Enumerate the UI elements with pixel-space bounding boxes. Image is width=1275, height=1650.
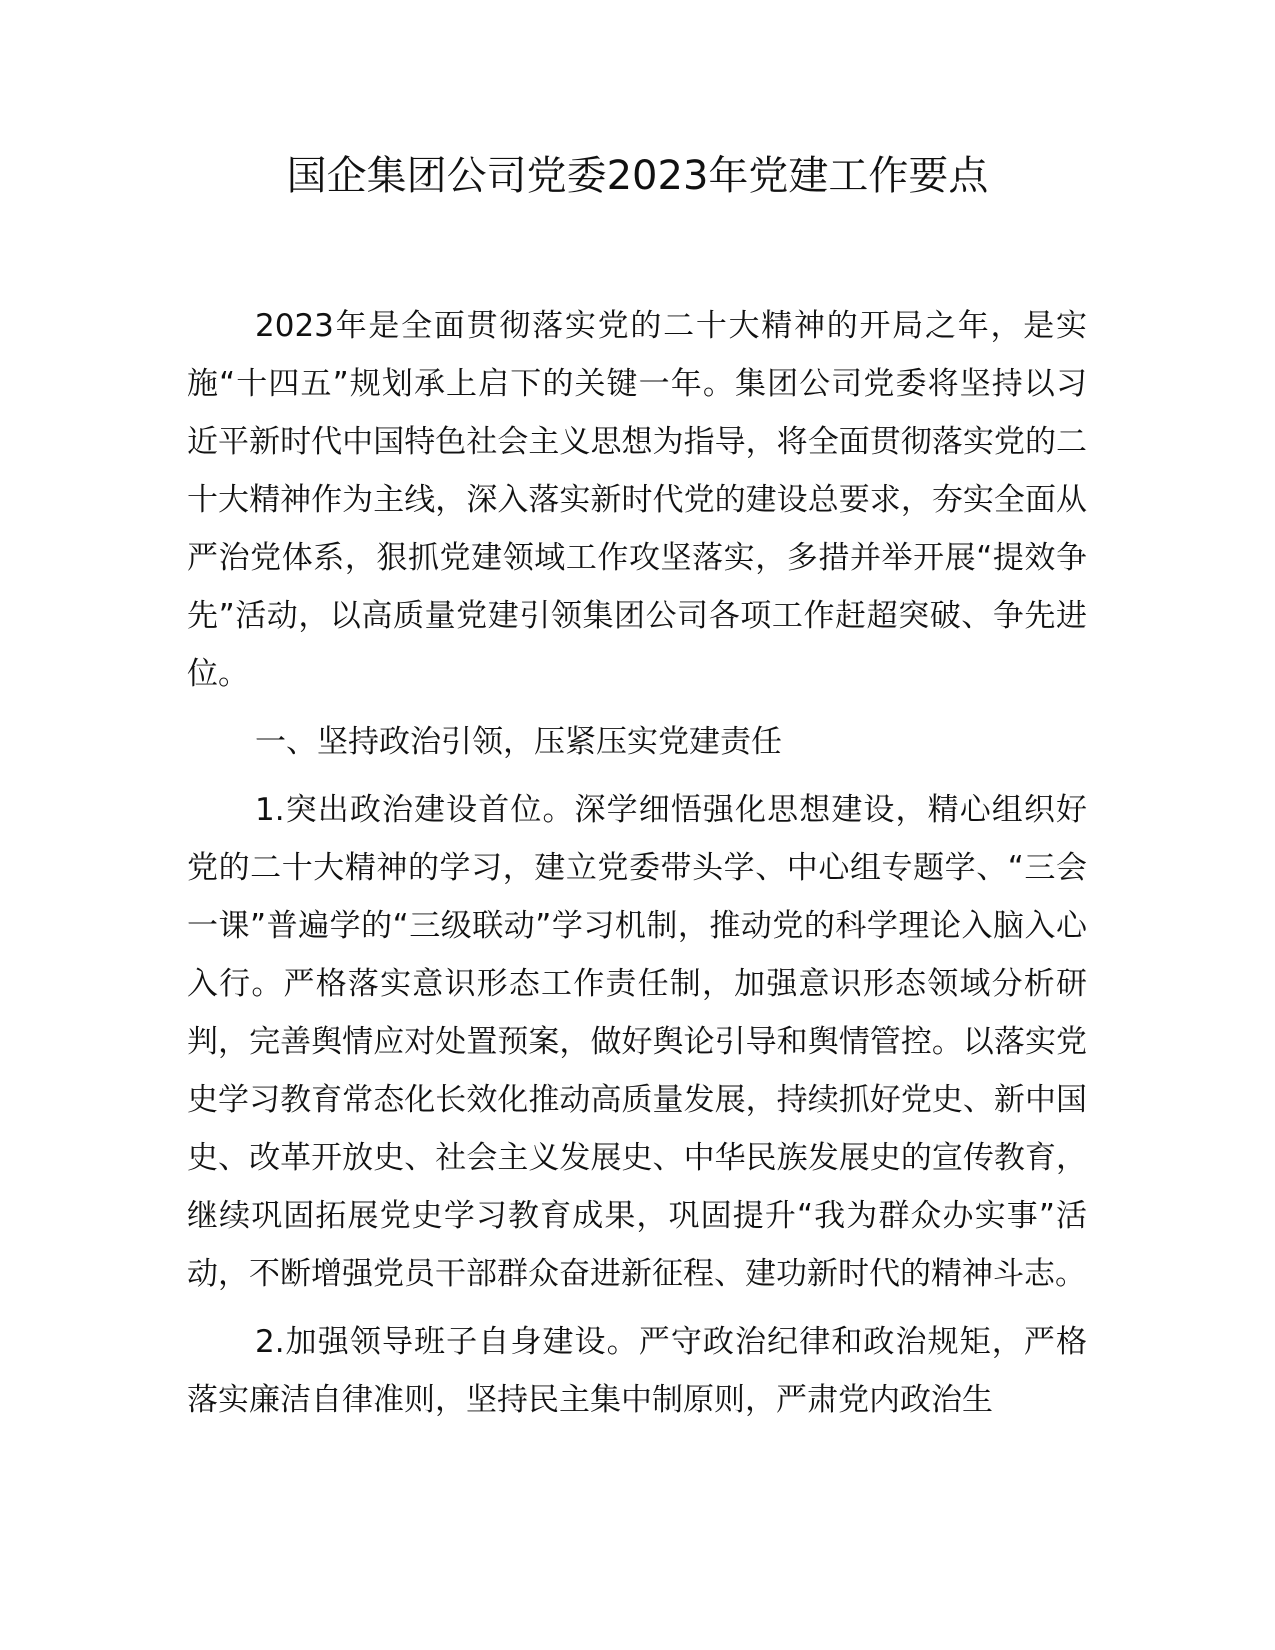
item-2-paragraph: 2.加强领导班子自身建设。严守政治纪律和政治规矩，严格落实廉洁自律准则，坚持民主集中制原则，严肃党内政治生 (187, 1324, 1087, 1418)
item-1-paragraph: 1.突出政治建设首位。深学细悟强化思想建设，精心组织好党的二十大精神的学习，建立党委带头学、中心组专题学、“三会一课”普遍学的“三级联动”学习机制，推动党的科学理论入脑入心入行。严格落实意识形态工作责任制，加强意识形态领域分析研判，完善舆情应对处置预案，做好舆论引导和舆情管控。以落实党史学习教育常态化长效化推动高质量发展，持续抓好党史、新中国史、改革开放史、社会主义发展史、中华民族发展史的宣传教育，继续巩固拓展党史学习教育成果，巩固提升“我为群众办实事”活动，不断增强党员干部群众奋进新征程、建功新时代的精神斗志。 (187, 792, 1087, 1292)
document-title: 国企集团公司党委2023年党建工作要点 (286, 153, 989, 199)
section-heading: 一、坚持政治引领，压紧压实党建责任 (255, 724, 782, 760)
intro-paragraph: 2023年是全面贯彻落实党的二十大精神的开局之年，是实施“十四五”规划承上启下的关键一年。集团公司党委将坚持以习近平新时代中国特色社会主义思想为指导，将全面贯彻落实党的二十大精神作为主线，深入落实新时代党的建设总要求，夯实全面从严治党体系，狠抓党建领域工作攻坚落实，多措并举开展“提效争先”活动，以高质量党建引领集团公司各项工作赶超突破、争先进位。 (187, 308, 1087, 692)
document-body (187, 297, 1087, 1429)
